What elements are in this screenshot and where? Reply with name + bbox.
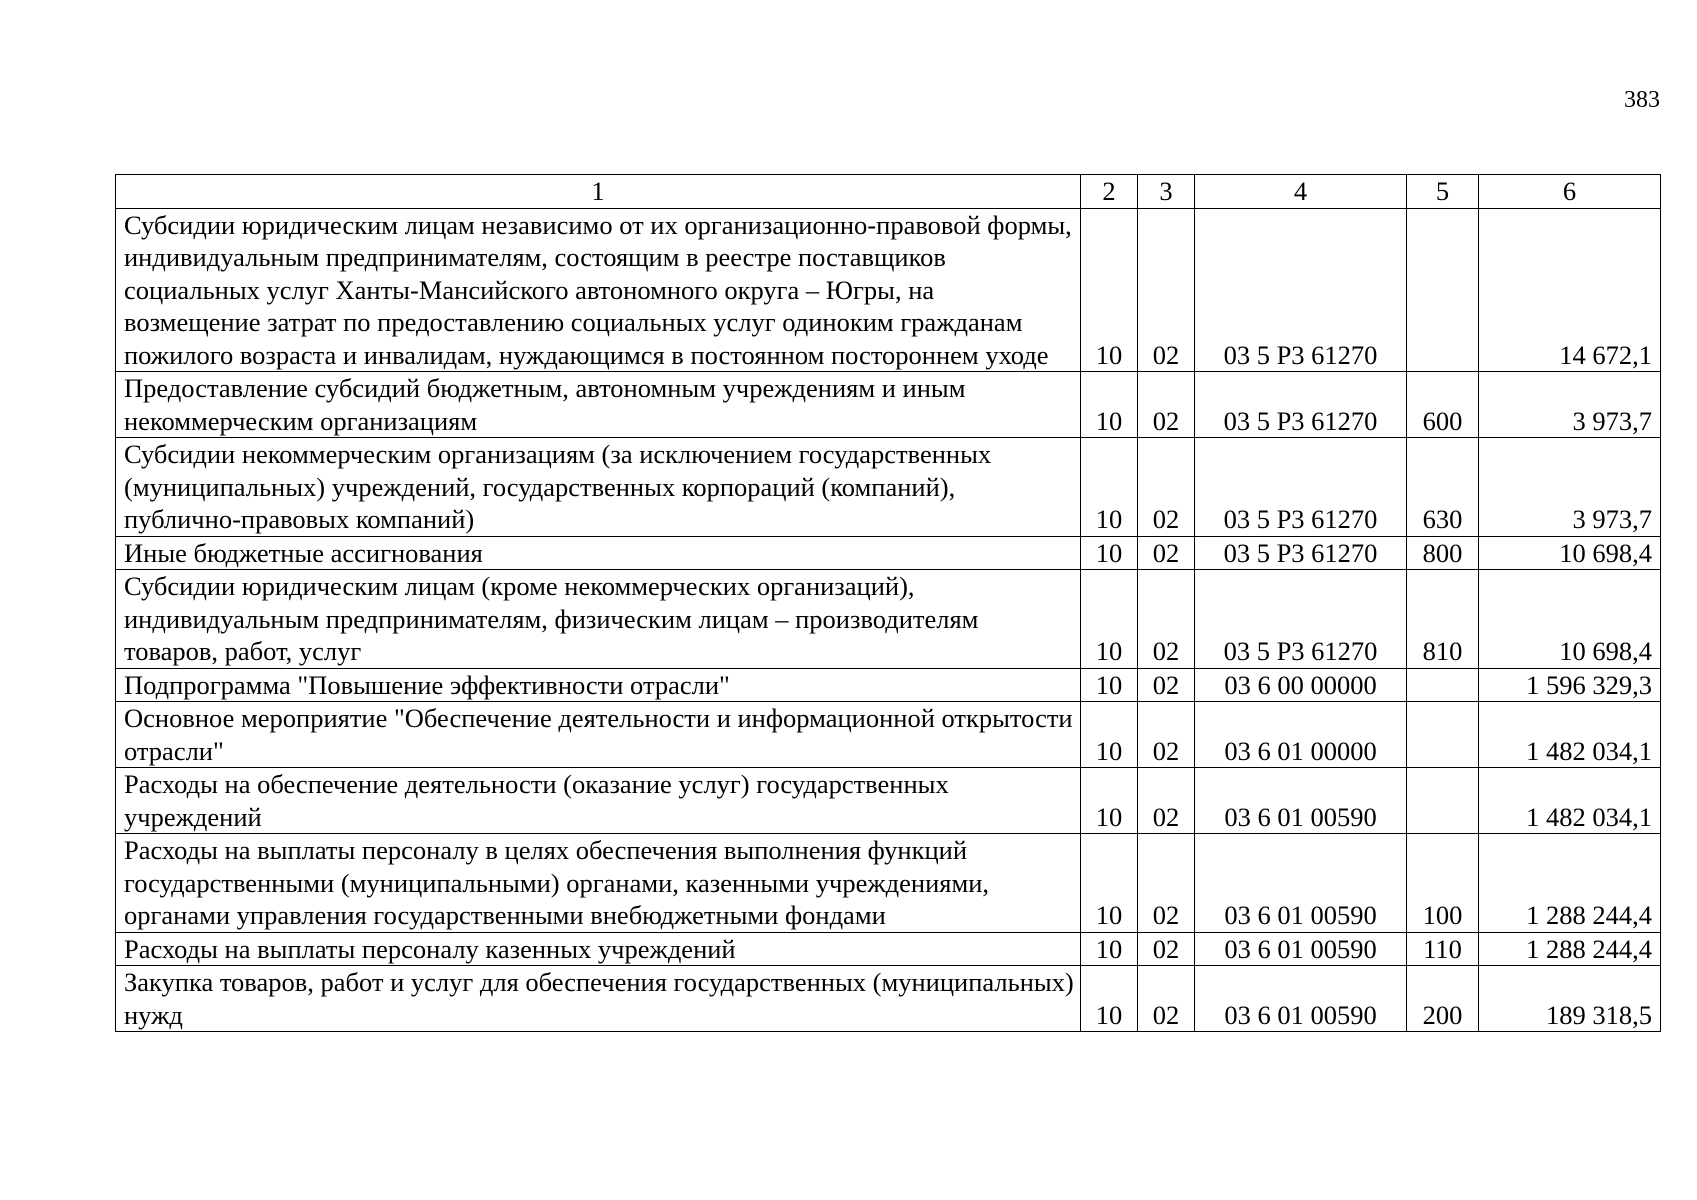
row-amount: 1 596 329,3 (1479, 668, 1661, 702)
row-expense-type: 800 (1407, 536, 1479, 570)
row-section: 10 (1081, 966, 1138, 1032)
table-row (116, 208, 1661, 372)
column-header-2: 2 (1081, 175, 1138, 209)
row-expense-type (1407, 702, 1479, 768)
row-section: 10 (1081, 570, 1138, 669)
table-header-row (116, 175, 1661, 209)
row-name: Подпрограмма "Повышение эффективности отрасли" (116, 668, 1081, 702)
row-expense-type: 600 (1407, 372, 1479, 438)
row-expense-type: 100 (1407, 834, 1479, 933)
row-expense-type (1407, 668, 1479, 702)
row-amount: 1 288 244,4 (1479, 932, 1661, 966)
table-row (116, 768, 1661, 834)
row-amount: 3 973,7 (1479, 438, 1661, 537)
table-row (116, 570, 1661, 669)
row-amount: 10 698,4 (1479, 570, 1661, 669)
table-row (116, 372, 1661, 438)
row-section: 10 (1081, 208, 1138, 372)
row-section: 10 (1081, 702, 1138, 768)
row-target-article: 03 6 01 00000 (1195, 702, 1407, 768)
row-subsection: 02 (1138, 438, 1195, 537)
row-target-article: 03 5 P3 61270 (1195, 570, 1407, 669)
row-expense-type (1407, 208, 1479, 372)
row-subsection: 02 (1138, 536, 1195, 570)
row-target-article: 03 5 P3 61270 (1195, 536, 1407, 570)
row-target-article: 03 5 P3 61270 (1195, 372, 1407, 438)
row-target-article: 03 6 01 00590 (1195, 768, 1407, 834)
row-subsection: 02 (1138, 570, 1195, 669)
column-header-6: 6 (1479, 175, 1661, 209)
row-target-article: 03 6 01 00590 (1195, 834, 1407, 933)
row-expense-type: 630 (1407, 438, 1479, 537)
row-name: Предоставление субсидий бюджетным, автономным учреждениям и иным некоммерческим организациям (116, 372, 1081, 438)
row-subsection: 02 (1138, 208, 1195, 372)
row-subsection: 02 (1138, 668, 1195, 702)
row-expense-type: 110 (1407, 932, 1479, 966)
row-amount: 189 318,5 (1479, 966, 1661, 1032)
row-name: Расходы на выплаты персоналу казенных учреждений (116, 932, 1081, 966)
table-row (116, 966, 1661, 1032)
row-amount: 10 698,4 (1479, 536, 1661, 570)
row-subsection: 02 (1138, 372, 1195, 438)
row-amount: 1 482 034,1 (1479, 768, 1661, 834)
row-subsection: 02 (1138, 834, 1195, 933)
row-name: Субсидии юридическим лицам независимо от их организационно-правовой формы, индивидуальным предпринимателям, состоящим в реестре поставщиков социальных услуг Ханты-Мансийского автономного округа – Югры, на возмещение затрат по предоставлению социальных услуг одиноким гражданам пожилого возраста и инвалидам, нуждающимся в постоянном постороннем уходе (116, 208, 1081, 372)
row-amount: 1 482 034,1 (1479, 702, 1661, 768)
table-row (116, 438, 1661, 537)
row-target-article: 03 6 00 00000 (1195, 668, 1407, 702)
row-name: Расходы на выплаты персоналу в целях обеспечения выполнения функций государственными (муниципальными) органами, казенными учреждениями, органами управления государственными внебюджетными фондами (116, 834, 1081, 933)
column-header-1: 1 (116, 175, 1081, 209)
row-target-article: 03 6 01 00590 (1195, 966, 1407, 1032)
row-subsection: 02 (1138, 702, 1195, 768)
row-name: Субсидии юридическим лицам (кроме некоммерческих организаций), индивидуальным предпринимателям, физическим лицам – производителям товаров, работ, услуг (116, 570, 1081, 669)
row-name: Закупка товаров, работ и услуг для обеспечения государственных (муниципальных) нужд (116, 966, 1081, 1032)
row-name: Иные бюджетные ассигнования (116, 536, 1081, 570)
row-section: 10 (1081, 536, 1138, 570)
row-amount: 1 288 244,4 (1479, 834, 1661, 933)
column-header-4: 4 (1195, 175, 1407, 209)
row-subsection: 02 (1138, 966, 1195, 1032)
row-section: 10 (1081, 768, 1138, 834)
table-row (116, 932, 1661, 966)
table-row (116, 536, 1661, 570)
row-subsection: 02 (1138, 932, 1195, 966)
row-target-article: 03 5 P3 61270 (1195, 208, 1407, 372)
row-name: Основное мероприятие "Обеспечение деятельности и информационной открытости отрасли" (116, 702, 1081, 768)
row-section: 10 (1081, 372, 1138, 438)
row-expense-type: 810 (1407, 570, 1479, 669)
budget-table (115, 174, 1661, 1032)
table-row (116, 668, 1661, 702)
row-name: Расходы на обеспечение деятельности (оказание услуг) государственных учреждений (116, 768, 1081, 834)
row-expense-type (1407, 768, 1479, 834)
row-subsection: 02 (1138, 768, 1195, 834)
table-row (116, 834, 1661, 933)
page-number: 383 (1624, 87, 1660, 113)
column-header-5: 5 (1407, 175, 1479, 209)
row-section: 10 (1081, 834, 1138, 933)
row-target-article: 03 5 P3 61270 (1195, 438, 1407, 537)
row-section: 10 (1081, 438, 1138, 537)
column-header-3: 3 (1138, 175, 1195, 209)
row-expense-type: 200 (1407, 966, 1479, 1032)
row-section: 10 (1081, 932, 1138, 966)
row-target-article: 03 6 01 00590 (1195, 932, 1407, 966)
row-amount: 14 672,1 (1479, 208, 1661, 372)
table-row (116, 702, 1661, 768)
row-section: 10 (1081, 668, 1138, 702)
row-amount: 3 973,7 (1479, 372, 1661, 438)
row-name: Субсидии некоммерческим организациям (за исключением государственных (муниципальных) учреждений, государственных корпораций (компаний), публично-правовых компаний) (116, 438, 1081, 537)
